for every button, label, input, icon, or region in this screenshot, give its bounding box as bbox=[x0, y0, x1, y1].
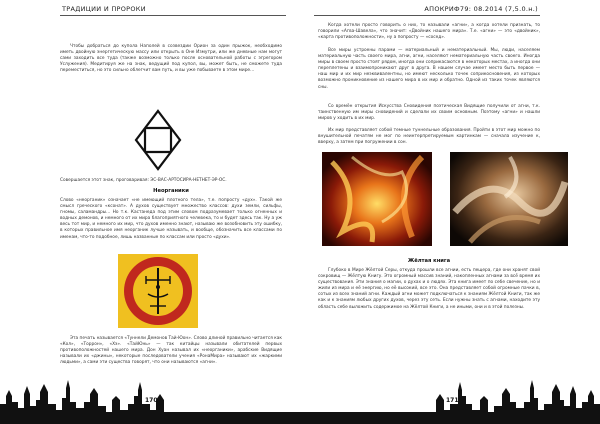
left-page-number: 170 bbox=[145, 397, 158, 404]
left-section-paragraph: Слово «неорганик» означает «не имеющий плотного тела», т.е. попросту «дух». Такой же смысл греческого «ксонат». А духов существует множество классов: духи земли, сильфы, гномы, саламандры... Но т.к. Кастанеда под этим словом подразумевает только огненных и водных демонов, и немного от их мира благоприятного челевека, то и будет здесь так. Ну а уж весь тот мир, и немного их мир, что духов именно знают, называю же возобновить эту ошибку, в которых правильное имя неорганик лучше называть, и вообще, обозначить все классами по именам, что-то подобное, лишь названные по классам или просто «духи». bbox=[60, 198, 282, 240]
dark-tunnel-artwork bbox=[450, 152, 568, 246]
right-section-title: Жёлтая книга bbox=[407, 258, 451, 264]
right-page-number: 171 bbox=[446, 397, 459, 404]
left-section-title: Неорганики bbox=[153, 188, 189, 194]
left-header-rule bbox=[60, 15, 286, 16]
right-paragraph-1: Когда хотели просто говорить о них, то называли «агни», а когда хотели признать, то говорили «Агва-Шавела», что значит: «Двойник нашего мира». Т.е. «агни» — это «двойник», «карта противоположности», ну а попросту — «сосед». bbox=[318, 23, 540, 41]
fire-tunnel-artwork bbox=[322, 152, 432, 246]
diamond-rune-symbol bbox=[131, 108, 185, 172]
right-section-paragraph: Глубоко в Мире Жёлтой Серы, откуда прошли все агнии, есть пещера, где они хранят свой сокровищ — Жёлтую Книгу. Это огромный массив знаний, накопленных агнами за всё время их существования. Эти знания о магии, о духах и о людях. Эта книга имеет по себе свечение, но и жили из мира и её энергию, но её высокий, все это. Она представляет собой огромные пачки в, сотых из всех знаний агни. Каждый агни может подключаться к знаниям Жёлтой Книги, так же как и к знаниям любых других духов, через эту сеть. Если нужны знать с агнами, находите эту область себе выложить содержимое на Жёлтой Книги, а не иными, они и в этой полезны. bbox=[318, 268, 540, 310]
left-running-header: ТРАДИЦИИ И ПРОРОКИ bbox=[62, 5, 146, 13]
right-header-rule bbox=[314, 15, 540, 16]
tai-yuon-seal-emblem bbox=[118, 254, 198, 328]
right-paragraph-3: Со времён открытия Искусства Сновидения поэтическая Видящие получили от агни, т.к. таинственную им миры сновидений и сделали их своим основным. Поэтому «агни» и нашли миров у ходить в их мир. bbox=[318, 104, 540, 122]
symbol-caption: Совершается этот знак, проговаривая: ЭС-ВАС-АРТОСИРА-НЕТНЕТ-ЭР-ОС. bbox=[60, 178, 227, 183]
right-page bbox=[300, 0, 600, 424]
right-paragraph-2: Все миры устроены парами — материальный и нематериальный. Мы, люди, населяем материальную часть своего мира, агни, агни, населяют нематериальную часть своего. Иногда миры в своем просто стоят рядом, иногда они соприкасаются в некоторых местах, а иногда они переплетены и взаимопроникают друг в друга. В нашем случае имеет место быть первое — наш мир и их мир неэквивалентны, но имеют несколько точек соприкосновения, из которых возможно проникновение из нашего мира в их мир и обратно. Одной из таких точек являются сны. bbox=[318, 48, 540, 90]
left-intro-paragraph: Чтобы добраться до купола Наполей в созвездии Орион за один прыжок, необходимо иметь двойную энергетическую массу или открыть в Оне Измутри, или же дневные нам могут сами заходить все туда (также возможно только после основательной работы с эгрегором Услужения). Медитируя же на знак, ведущий под купол, вы, может быть, не сможете туда переместиться, но это сильно облегчит вам путь, и вы уже побываете в этом мире... bbox=[60, 44, 282, 74]
right-paragraph-4: Их мир представляет собой темные туннельные образования. Пройти в этот мир можно по внушительной печатям не мог по неинтерпретируемым картинкам — сначала изучение к, вверху, а затем при погружении в сон. bbox=[318, 128, 540, 146]
left-emblem-paragraph: Эта печать называется «Туннели Демонов Тай-Юон». Слово длиной правильно читается как «Кол», «Торрон», «Хэ». «ТайЮнь» — так китайцы называли обитателей первых противоположностей нашего мира. Дон Хуан называл их «неорганики», арабские Видящие называли их «джины», некоторые последователи учения «РонаМира» называют их «жаркими людьми», а сами эти существа говорят, что они называются «агни». bbox=[60, 336, 282, 366]
right-running-header: АПОКРИФ79: 08.2014 (7,5.0.н.) bbox=[424, 5, 538, 13]
